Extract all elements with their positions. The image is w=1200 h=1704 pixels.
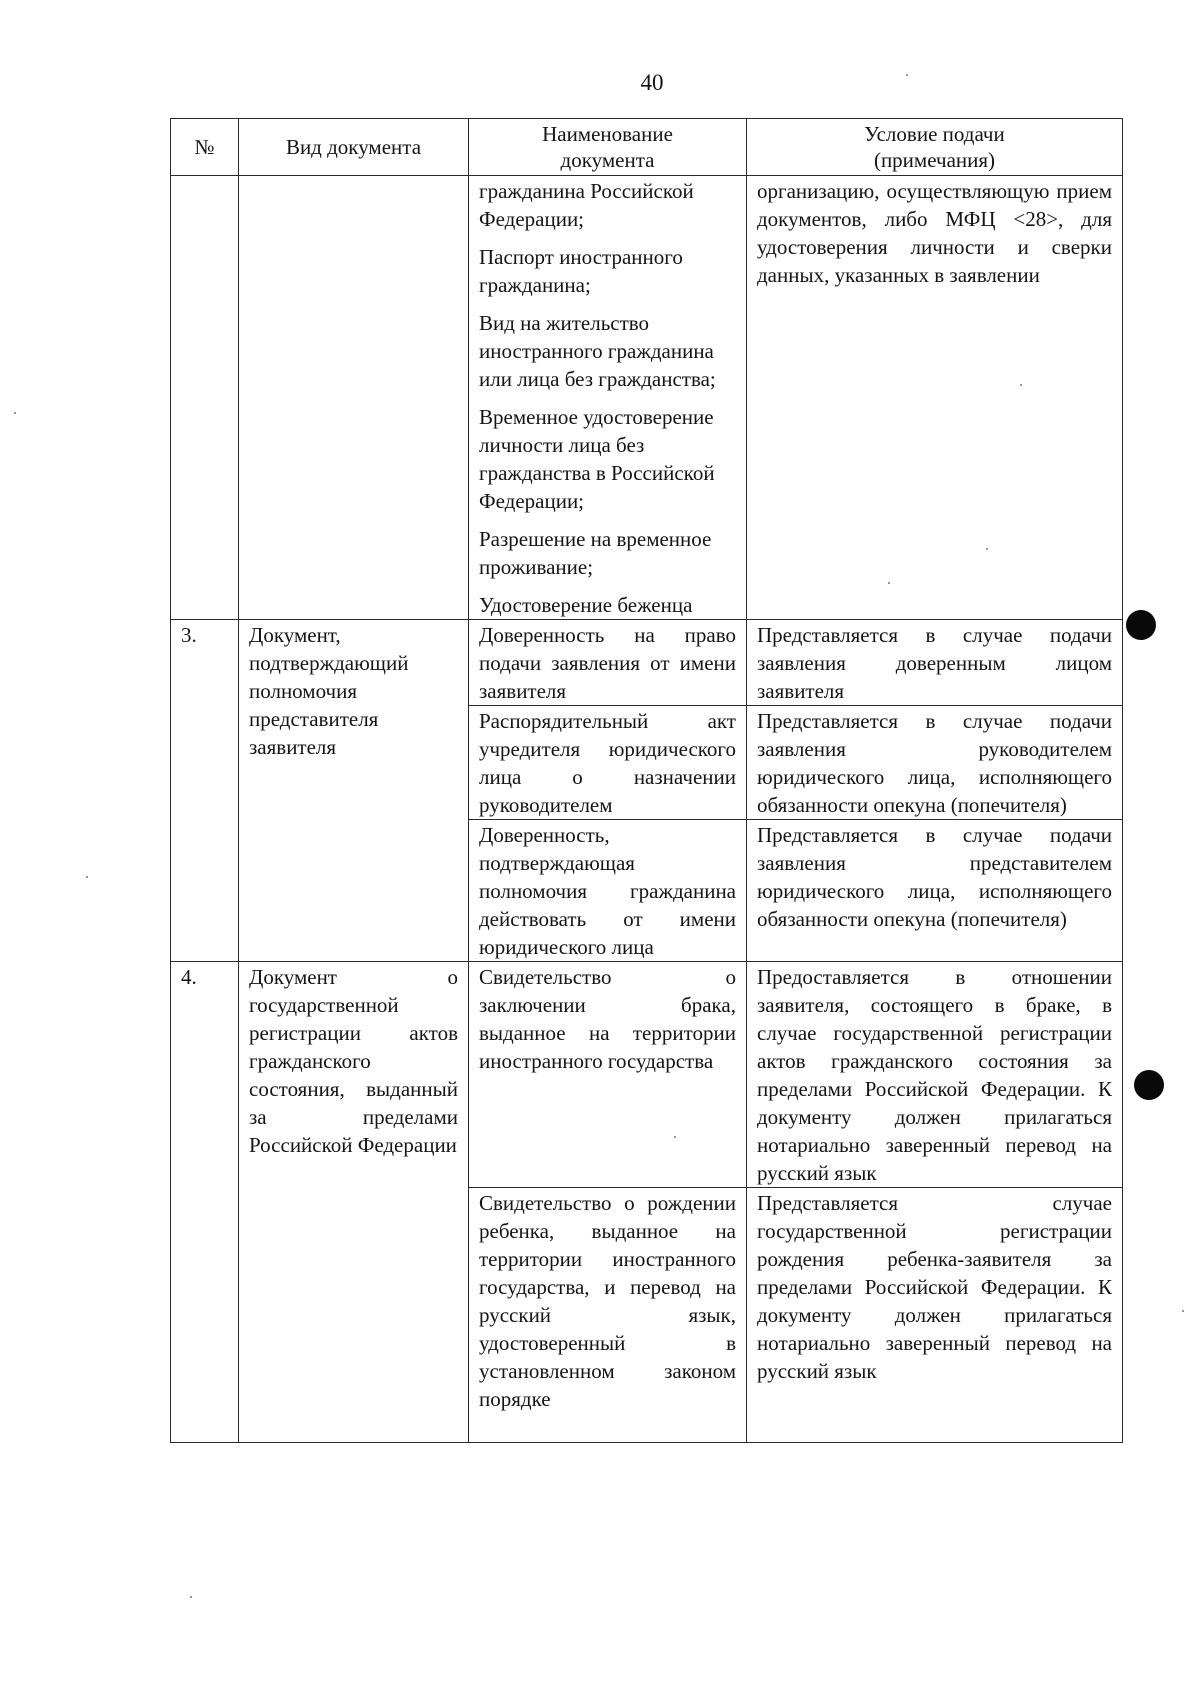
doc-name-item: Паспорт иностранного гражданина;: [479, 245, 683, 297]
scan-blot: [1134, 1070, 1164, 1100]
doc-name-item: гражданина Российской Федерации;: [479, 179, 694, 231]
scan-speck: [86, 876, 88, 878]
row-doc-name: Свидетельство о заключении брака, выданное на территории иностранного государства: [469, 962, 747, 1188]
documents-table: [170, 118, 1123, 1443]
row-condition: Представляется в случае подачи заявления руководителем юридического лица, исполняющего обязанности опекуна (попечителя): [747, 706, 1123, 820]
row-condition: Представляется в случае подачи заявления представителем юридического лица, исполняющего обязанности опекуна (попечителя): [747, 820, 1123, 962]
row-condition: Представляется в случае подачи заявления доверенным лицом заявителя: [747, 620, 1123, 706]
table-row-continuation: [171, 176, 1123, 620]
row-doc-name: Доверенность, подтверждающая полномочия гражданина действовать от имени юридического лица: [469, 820, 747, 962]
scan-speck: [14, 412, 16, 414]
doc-name-item: Удостоверение беженца: [479, 593, 693, 617]
header-number: №: [171, 119, 239, 176]
row-doc-name: Доверенность на право подачи заявления от имени заявителя: [469, 620, 747, 706]
doc-name-item: Вид на жительство иностранного гражданина или лица без гражданства;: [479, 311, 716, 391]
scan-speck: [906, 74, 908, 76]
header-doc-type: Вид документа: [239, 119, 469, 176]
header-condition: Условие подачи (примечания): [747, 119, 1123, 176]
page-number: 40: [640, 70, 664, 95]
continuation-number-cell: [171, 176, 239, 620]
continuation-condition-cell: организацию, осуществляющую прием документов, либо МФЦ <28>, для удостоверения личности и сверки данных, указанных в заявлении: [747, 176, 1123, 620]
table-row: [171, 962, 1123, 1188]
row-doc-type: Документ, подтверждающий полномочия представителя заявителя: [239, 620, 469, 962]
scan-speck: [888, 582, 890, 584]
row-condition: Предоставляется в отношении заявителя, состоящего в браке, в случае государственной регистрации актов гражданского состояния за пределами Российской Федерации. К документу должен прилагаться нотариально заверенный перевод на русский язык: [747, 962, 1123, 1188]
doc-name-item: Разрешение на временное проживание;: [479, 527, 712, 579]
continuation-names-cell: [469, 176, 747, 620]
row-doc-type: Документ о государственной регистрации актов гражданского состояния, выданный за пределами Российской Федерации: [239, 962, 469, 1443]
row-doc-name: Свидетельство о рождении ребенка, выданное на территории иностранного государства, и перевод на русский язык, удостоверенный в установленном законом порядке: [469, 1188, 747, 1443]
row-number: 4.: [171, 962, 239, 1443]
scan-speck: [1020, 384, 1022, 386]
table-row: [171, 620, 1123, 706]
scan-speck: [1182, 1310, 1184, 1312]
scan-blot: [1126, 610, 1156, 640]
doc-name-item: Временное удостоверение личности лица без гражданства в Российской Федерации;: [479, 405, 715, 513]
scan-speck: [986, 548, 988, 550]
continuation-type-cell: [239, 176, 469, 620]
row-condition: Представляется случае государственной регистрации рождения ребенка-заявителя за пределами Российской Федерации. К документу должен прилагаться нотариально заверенный перевод на русский язык: [747, 1188, 1123, 1443]
table-header-row: [171, 119, 1123, 176]
row-number: 3.: [171, 620, 239, 962]
scan-speck: [190, 1596, 192, 1598]
header-doc-name: Наименование документа: [469, 119, 747, 176]
scan-speck: [674, 1136, 676, 1138]
row-doc-name: Распорядительный акт учредителя юридического лица о назначении руководителем: [469, 706, 747, 820]
